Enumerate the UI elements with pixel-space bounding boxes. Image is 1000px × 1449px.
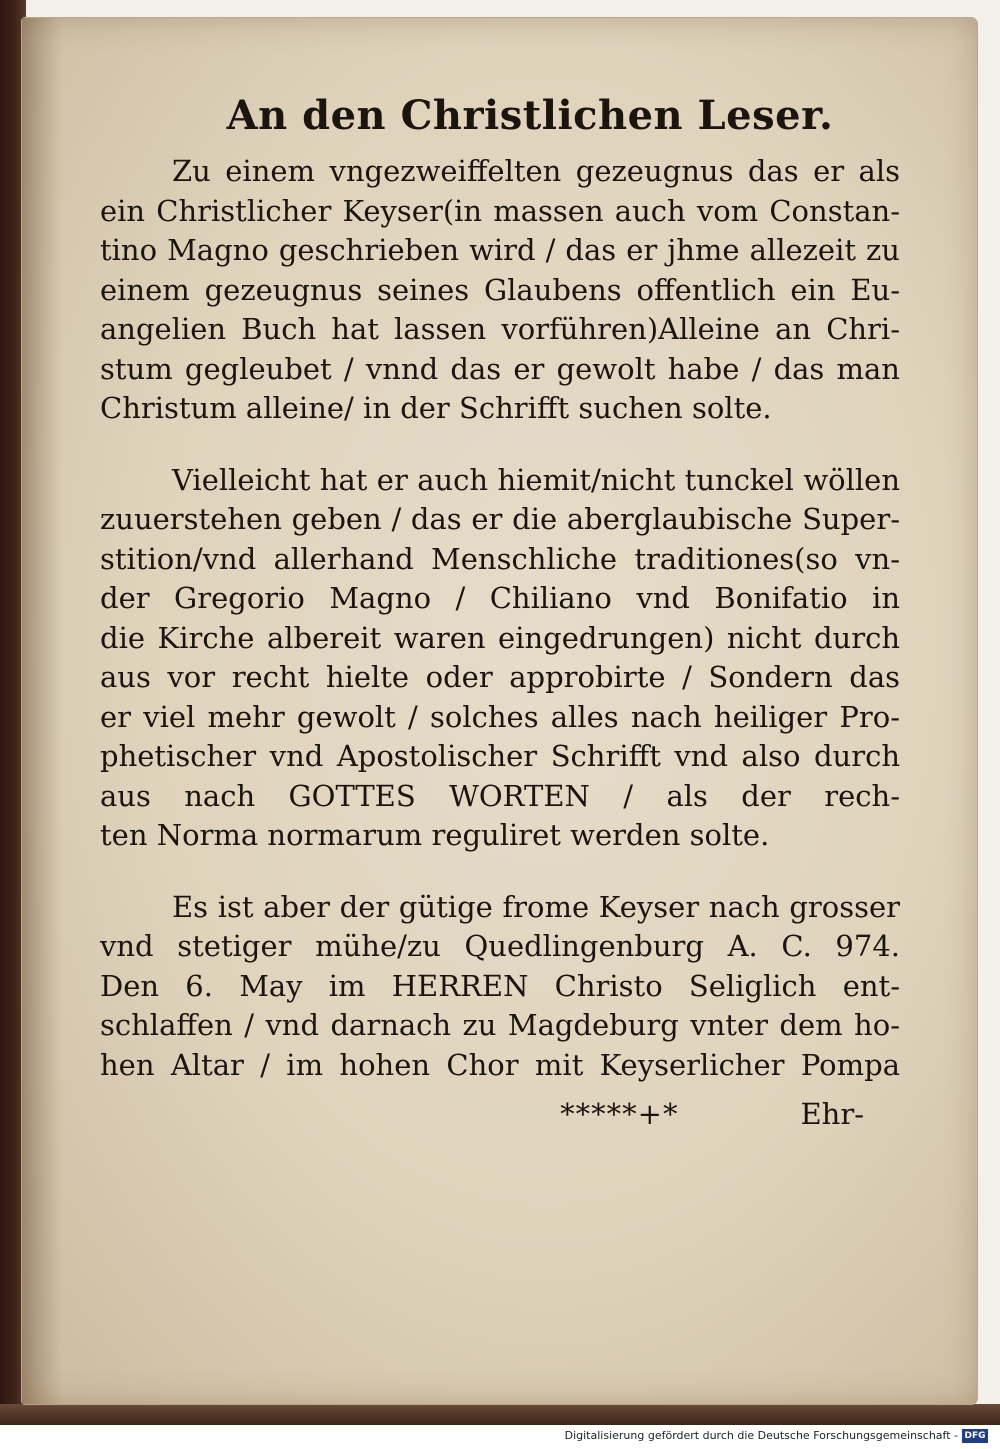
- book-cover-bottom: [0, 1404, 1000, 1425]
- paragraph-3: [100, 888, 900, 1086]
- text-line: Es ist aber der gütige frome Keyser nach grosser: [172, 889, 900, 924]
- text-line: aus vor recht hielte oder approbirte / Sondern das: [100, 660, 900, 694]
- text-line: Christum alleine/ in der Schrifft suchen solte.: [100, 391, 772, 425]
- catchword: Ehr-: [800, 1097, 864, 1131]
- page-gutter-shadow: [22, 18, 62, 1404]
- text-line: die Kirche albereit waren eingedrungen) nicht durch: [100, 620, 900, 655]
- page-title: An den Christlichen Leser.: [226, 92, 834, 139]
- text-line: Vielleicht hat er auch hiemit/nicht tunckel wöllen: [172, 462, 900, 497]
- text-line: hen Altar / im hohen Chor mit Keyserlicher Pompa: [100, 1047, 900, 1082]
- text-line: zuuerstehen geben / das er die aberglaubische Super-: [100, 502, 900, 536]
- text-line: er viel mehr gewolt / solches alles nach heiliger Pro-: [100, 699, 900, 734]
- text-line: der Gregorio Magno / Chiliano vnd Bonifatio in: [100, 581, 900, 615]
- page-footer-marks: [100, 1095, 900, 1134]
- text-line: aus nach GOTTES WORTEN / als der rech-: [100, 778, 900, 813]
- text-line: vnd stetiger mühe/zu Quedlingenburg A. C. 974.: [100, 929, 900, 963]
- text-line: phetischer vnd Apostolischer Schrifft vnd also durch: [100, 739, 900, 773]
- text-line: stum gegleubet / vnnd das er gewolt habe / das man: [100, 351, 900, 386]
- dfg-logo: DFG: [962, 1429, 988, 1443]
- text-line: schlaffen / vnd darnach zu Magdeburg vnter dem ho-: [100, 1008, 900, 1042]
- signature-mark: *****+*: [560, 1097, 679, 1131]
- text-line: ein Christlicher Keyser(in massen auch vom Constan-: [100, 193, 900, 228]
- text-line: Zu einem vngezweiffelten gezeugnus das er als: [172, 154, 900, 188]
- text-line: ten Norma normarum reguliret werden solte.: [100, 818, 770, 852]
- paragraph-1: [100, 152, 900, 429]
- page-text: [100, 92, 900, 1134]
- text-line: tino Magno geschrieben wird / das er jhme allezeit zu: [100, 233, 900, 267]
- digitization-credit: Digitalisierung gefördert durch die Deutsche Forschungsgemeinschaft -: [564, 1429, 958, 1442]
- book-page: [22, 18, 977, 1404]
- text-line: Den 6. May im HERREN Christo Seliglich ent-: [100, 968, 900, 1003]
- text-line: einem gezeugnus seines Glaubens offentlich ein Eu-: [100, 272, 900, 307]
- paragraph-2: [100, 461, 900, 856]
- text-line: stition/vnd allerhand Menschliche traditiones(so vn-: [100, 541, 900, 576]
- text-line: angelien Buch hat lassen vorführen)Alleine an Chri-: [100, 312, 900, 346]
